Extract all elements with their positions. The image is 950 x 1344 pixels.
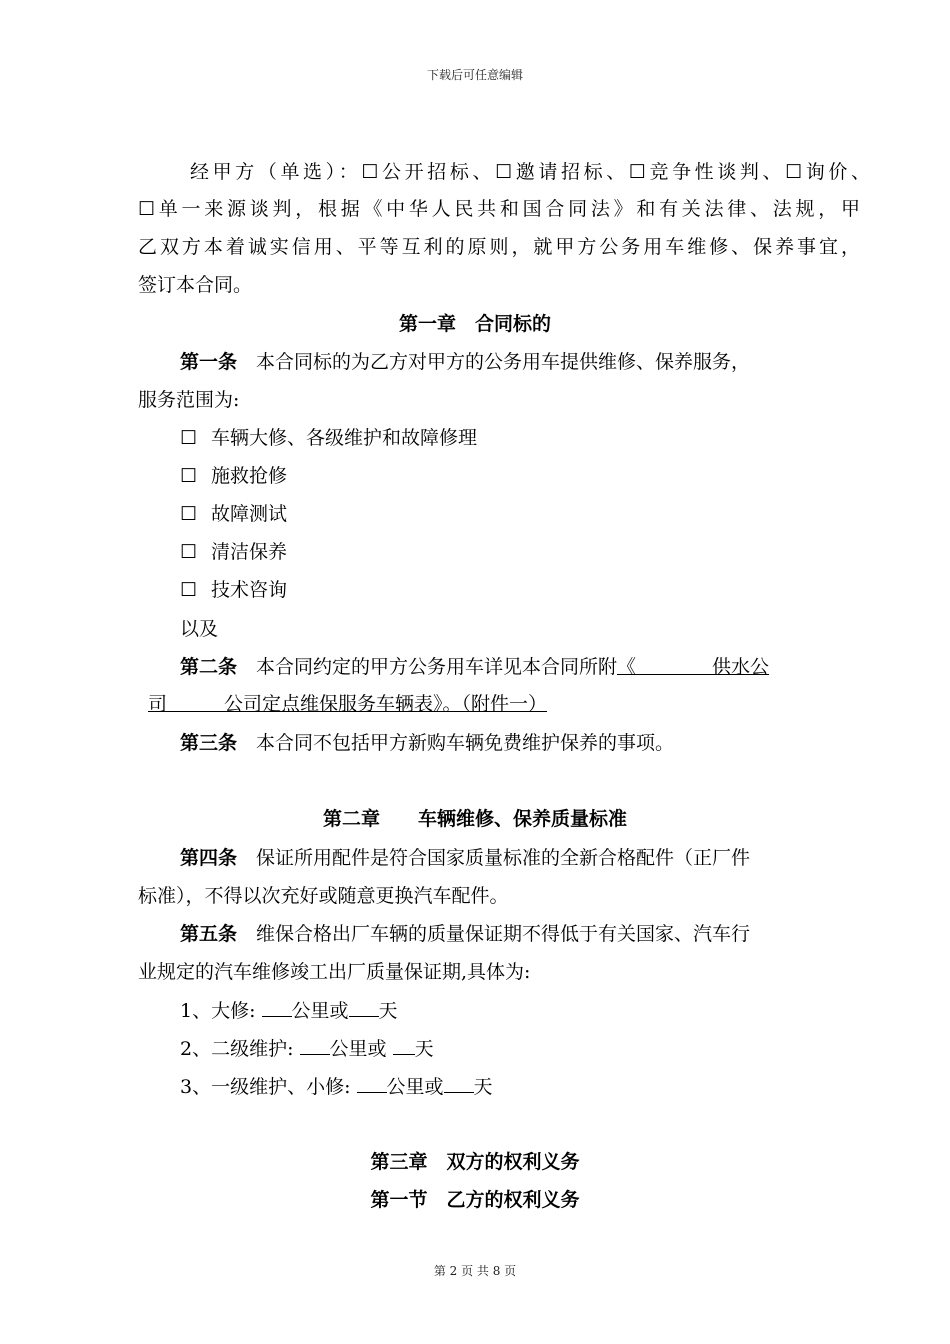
warranty-unit-days: 天: [414, 1038, 434, 1060]
service-item: [180, 578, 287, 602]
service-item: [180, 502, 287, 526]
checkbox-icon[interactable]: ☐: [180, 503, 198, 525]
service-label: 清洁保养: [211, 541, 288, 563]
service-item: [180, 540, 287, 564]
intro-line-2: ☐单一来源谈判，根据《中华人民共和国合同法》和有关法律、法规，甲: [138, 198, 860, 220]
km-blank[interactable]: [262, 998, 292, 1017]
warranty-item: [180, 1074, 493, 1099]
chapter-2-title: 第二章 车辆维修、保养质量标准: [322, 808, 627, 830]
chapter-1-title: 第一章 合同标的: [398, 313, 551, 335]
yiji-text: 以及: [180, 618, 219, 640]
warranty-unit-km: 公里或: [329, 1038, 393, 1060]
article-2: [180, 655, 769, 679]
warranty-unit-days: 天: [378, 1000, 398, 1022]
warranty-unit-km: 公里或: [291, 1000, 349, 1022]
page-header: 下载后可任意编辑: [426, 68, 523, 82]
article-2-text: 本合同约定的甲方公务用车详见本合同所附: [256, 656, 618, 678]
service-label: 技术咨询: [211, 579, 288, 601]
article-5-text: 维保合格出厂车辆的质量保证期不得低于有关国家、汽车行: [256, 923, 751, 945]
intro-line-4: 签订本合同。: [138, 274, 253, 296]
article-5-label: 第五条: [180, 923, 238, 945]
km-blank[interactable]: [357, 1074, 387, 1093]
section-1-title: 第一节 乙方的权利义务: [370, 1189, 580, 1211]
warranty-unit-days: 天: [473, 1076, 493, 1098]
checkbox-icon[interactable]: ☐: [180, 427, 198, 449]
service-item: [180, 426, 477, 450]
article-3-text: 本合同不包括甲方新购车辆免费维护保养的事项。: [256, 732, 675, 754]
intro-line-1: 经甲方（单选）：☐公开招标、☐邀请招标、☐竞争性谈判、☐询价、: [190, 161, 870, 183]
checkbox-icon[interactable]: ☐: [180, 579, 198, 601]
checkbox-icon[interactable]: ☐: [180, 541, 198, 563]
article-3: [180, 731, 674, 755]
service-item: [180, 464, 287, 488]
service-label: 故障测试: [211, 503, 288, 525]
km-blank[interactable]: [300, 1036, 330, 1055]
article-2-label: 第二条: [180, 656, 238, 678]
checkbox-icon[interactable]: ☐: [180, 465, 198, 487]
article-5: [180, 922, 750, 946]
days-blank[interactable]: [349, 998, 379, 1017]
article-4-label: 第四条: [180, 847, 238, 869]
chapter-3-title: 第三章 双方的权利义务: [370, 1151, 580, 1173]
article-1-line-2: 服务范围为:: [138, 389, 240, 411]
article-4: [180, 846, 750, 870]
article-5-line-2: 业规定的汽车维修竣工出厂质量保证期,具体为:: [138, 961, 531, 983]
days-blank[interactable]: [393, 1036, 415, 1055]
intro-line-3: 乙双方本着诚实信用、平等互利的原则，就甲方公务用车维修、保养事宜，: [138, 236, 860, 258]
article-1: [180, 350, 860, 374]
article-4-line-2: 标准），不得以次充好或随意更换汽车配件。: [138, 885, 509, 907]
article-3-label: 第三条: [180, 732, 238, 754]
warranty-item-label: 2、二级维护:: [180, 1038, 300, 1060]
service-label: 施救抢修: [211, 465, 288, 487]
warranty-item: [180, 1036, 434, 1061]
article-1-label: 第一条: [180, 351, 238, 373]
article-1-text: 本合同标的为乙方对甲方的公务用车提供维修、保养服务，: [256, 351, 751, 373]
warranty-item-label: 1、大修:: [180, 1000, 262, 1022]
page-footer: 第 2 页 共 8 页: [433, 1264, 517, 1278]
article-4-text: 保证所用配件是符合国家质量标准的全新合格配件（正厂件: [256, 847, 751, 869]
article-2-line-2: 司 公司定点维保服务车辆表》。（附件一）: [148, 693, 548, 715]
service-label: 车辆大修、各级维护和故障修理: [211, 427, 478, 449]
warranty-item-label: 3、一级维护、小修:: [180, 1076, 357, 1098]
warranty-unit-km: 公里或: [386, 1076, 444, 1098]
article-2-attachment-ref: 《 供水公: [617, 656, 770, 678]
warranty-item: [180, 998, 398, 1023]
days-blank[interactable]: [444, 1074, 474, 1093]
